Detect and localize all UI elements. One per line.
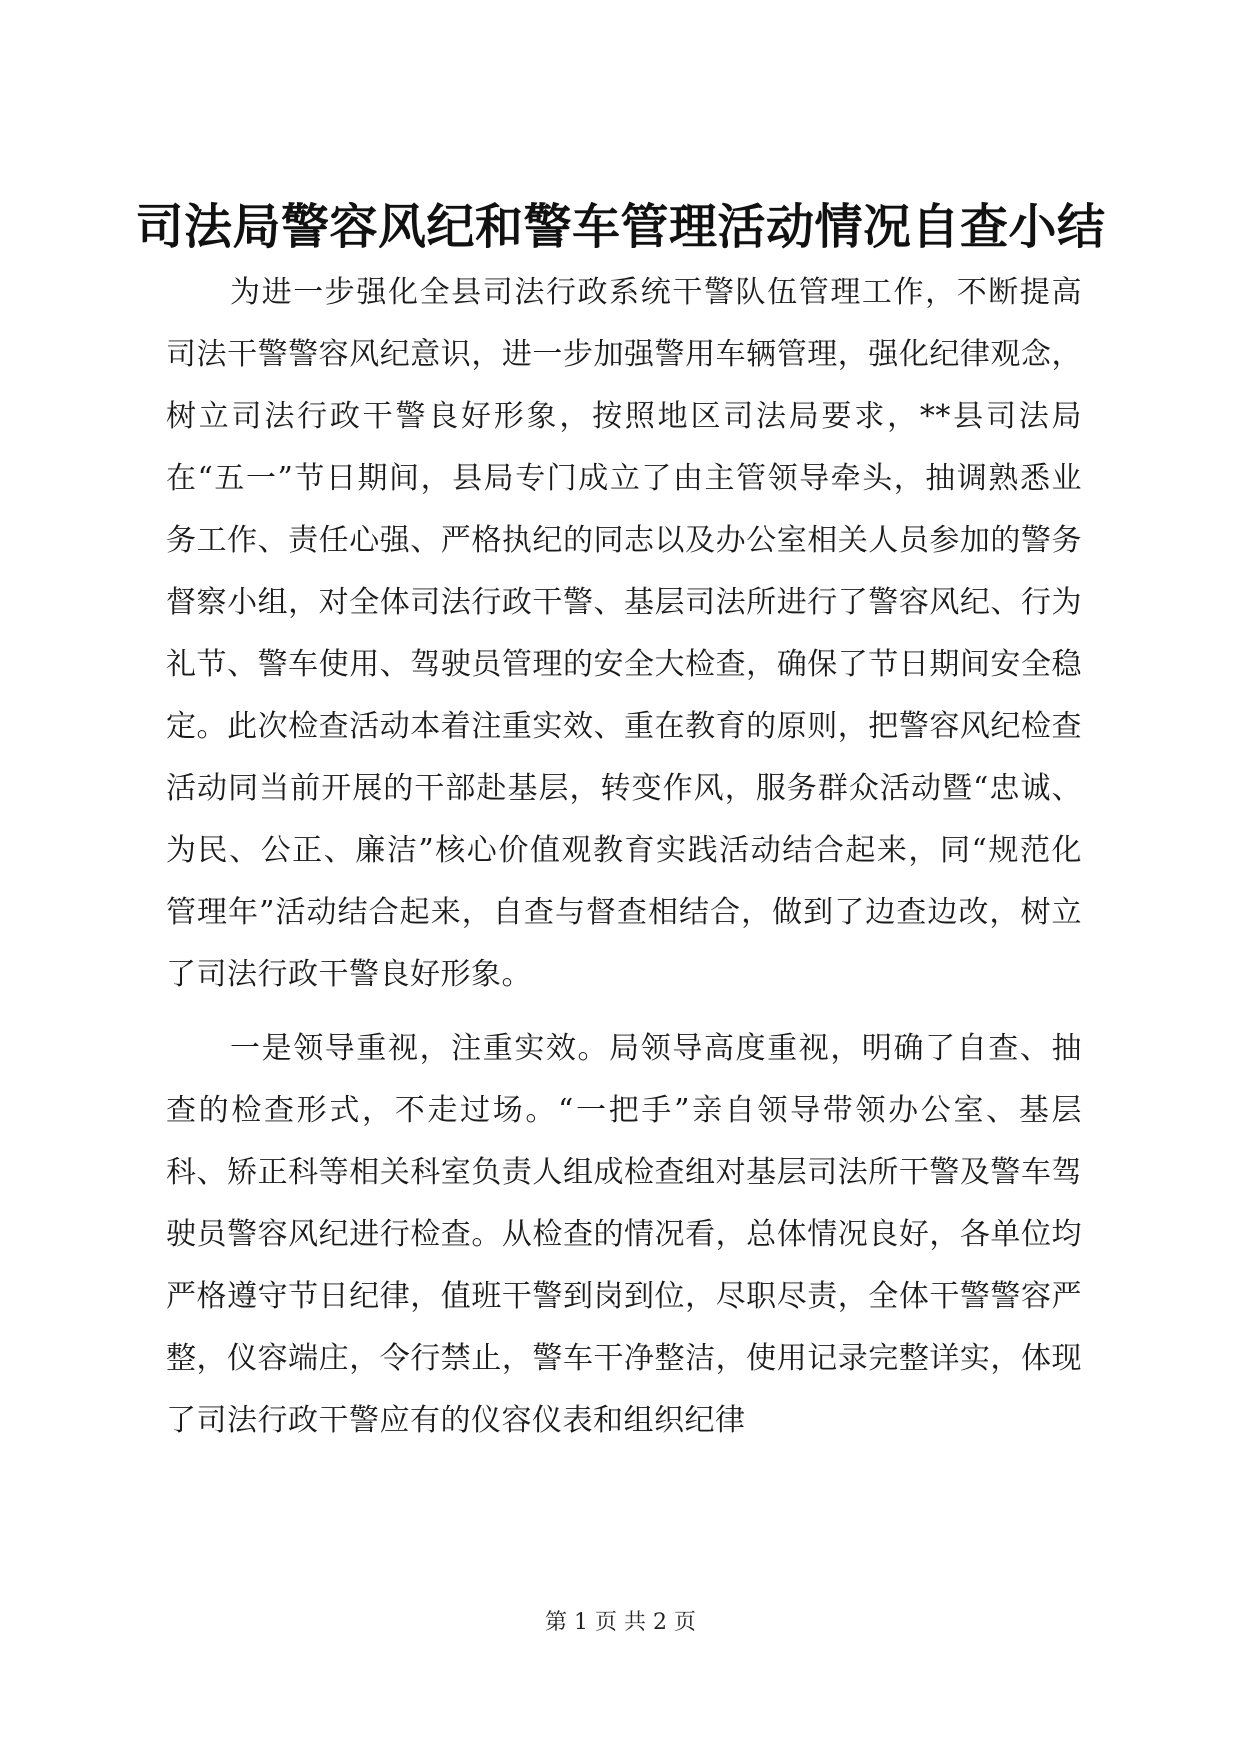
document-body — [166, 262, 1082, 1464]
paragraph-intro: 为进一步强化全县司法行政系统干警队伍管理工作，不断提高司法干警警容风纪意识，进一步加强警用车辆管理，强化纪律观念，树立司法行政干警良好形象，按照地区司法局要求，**县司法局在“五一”节日期间，县局专门成立了由主管领导牵头，抽调熟悉业务工作、责任心强、严格执纪的同志以及办公室相关人员参加的警务督察小组，对全体司法行政干警、基层司法所进行了警容风纪、行为礼节、警车使用、驾驶员管理的安全大检查，确保了节日期间安全稳定。此次检查活动本着注重实效、重在教育的原则，把警容风纪检查活动同当前开展的干部赴基层，转变作风，服务群众活动暨“忠诚、为民、公正、廉洁”核心价值观教育实践活动结合起来，同“规范化管理年”活动结合起来，自查与督查相结合，做到了边查边改，树立了司法行政干警良好形象。 — [166, 275, 1082, 992]
paragraph-point-one: 一是领导重视，注重实效。局领导高度重视，明确了自查、抽查的检查形式，不走过场。“一把手”亲自领导带领办公室、基层科、矫正科等相关科室负责人组成检查组对基层司法所干警及警车驾驶员警容风纪进行检查。从检查的情况看，总体情况良好，各单位均严格遵守节日纪律，值班干警到岗到位，尽职尽责，全体干警警容严整，仪容端庄，令行禁止，警车干净整洁，使用记录完整详实，体现了司法行政干警应有的仪容仪表和组织纪律 — [166, 1031, 1082, 1438]
page-number-footer: 第 1 页 共 2 页 — [545, 1610, 696, 1635]
document-title: 司法局警容风纪和警车管理活动情况自查小结 — [135, 199, 1106, 255]
